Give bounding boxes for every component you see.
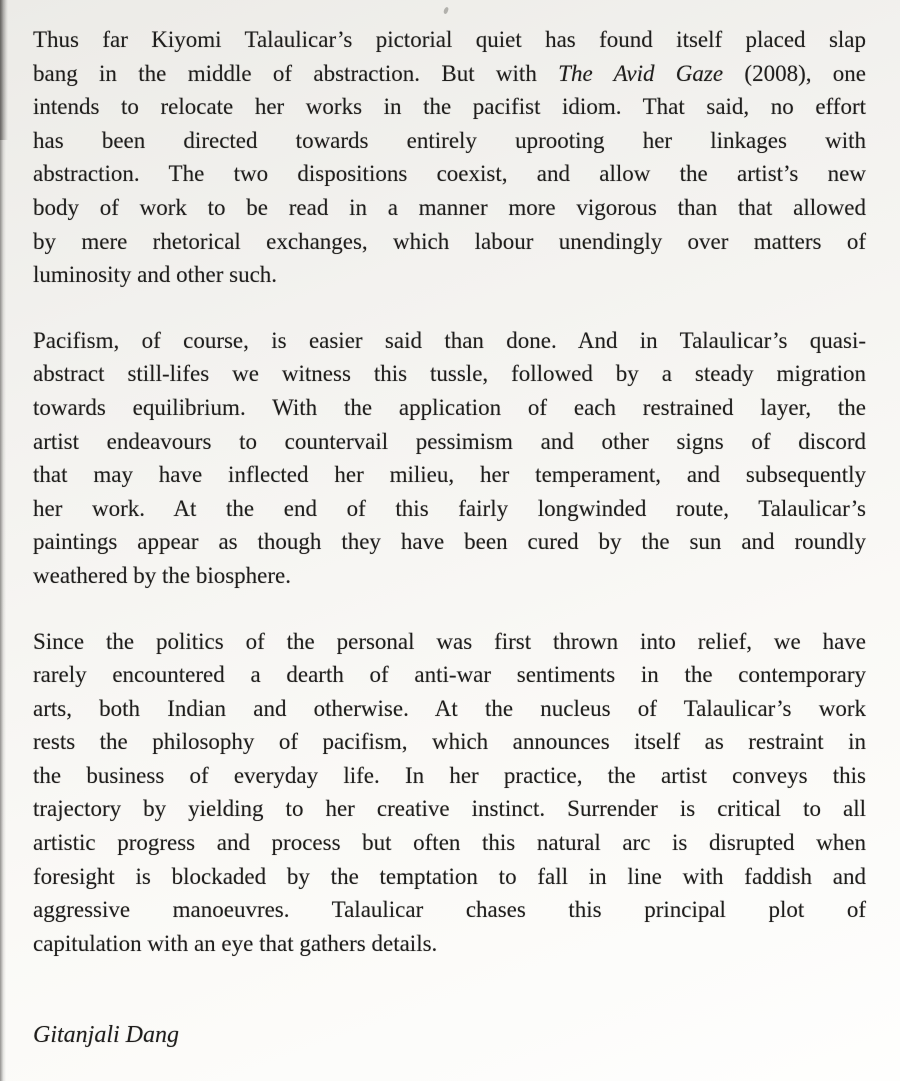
text-segment: abstraction. The two dispositions coexist, and allow the artist’s new [33, 161, 866, 187]
text-line [33, 425, 866, 459]
paragraph [33, 625, 866, 961]
text-segment: arts, both Indian and otherwise. At the nucleus of Talaulicar’s work [33, 695, 866, 721]
text-line [33, 559, 866, 593]
text-line [33, 658, 866, 692]
text-segment: trajectory by yielding to her creative instinct. Surrender is critical to all [33, 796, 866, 822]
text-line [33, 692, 866, 726]
text-segment: rests the philosophy of pacifism, which announces itself as restraint in [33, 729, 866, 755]
text-segment: intends to relocate her works in the pacifist idiom. That said, no effort [33, 94, 866, 120]
text-segment: capitulation with an eye that gathers details. [33, 930, 438, 956]
text-segment: (2008), one [723, 60, 867, 86]
text-segment: Thus far Kiyomi Talaulicar’s pictorial quiet has found itself placed slap [33, 27, 866, 52]
text-line [33, 258, 866, 292]
essay-paragraphs [33, 23, 866, 960]
text-segment: aggressive manoeuvres. Talaulicar chases this principal plot of [33, 897, 866, 923]
text-line [33, 759, 866, 793]
text-line [33, 860, 866, 894]
text-line [33, 191, 866, 225]
italic-title-segment: The Avid Gaze [558, 60, 724, 86]
text-line [33, 625, 866, 659]
text-segment: weathered by the biosphere. [33, 562, 292, 588]
text-segment: towards equilibrium. With the application of each restrained layer, the [33, 394, 866, 420]
text-line [33, 826, 866, 860]
text-line [33, 23, 866, 57]
paragraph [33, 23, 866, 292]
paragraph [33, 324, 866, 593]
text-segment: body of work to be read in a manner more vigorous than that allowed [33, 194, 866, 220]
text-line [33, 357, 866, 391]
text-segment: that may have inflected her milieu, her temperament, and subsequently [33, 462, 866, 488]
text-line [33, 157, 866, 191]
text-line [33, 90, 866, 124]
text-line [33, 792, 866, 826]
scan-edge-shadow [0, 0, 6, 1081]
text-line [33, 124, 866, 158]
essay-text-block [33, 23, 866, 1053]
text-line [33, 893, 866, 927]
author-signature: Gitanjali Dang [33, 1022, 180, 1049]
text-line [33, 725, 866, 759]
text-line [33, 525, 866, 559]
text-segment: luminosity and other such. [33, 262, 278, 288]
text-segment: Pacifism, of course, is easier said than done. And in Talaulicar’s quasi- [33, 327, 866, 353]
text-line [33, 57, 866, 91]
text-segment: artist endeavours to countervail pessimism and other signs of discord [33, 428, 866, 454]
text-line [33, 458, 866, 492]
scan-edge-shadow-top [0, 0, 8, 140]
text-segment: has been directed towards entirely uprooting her linkages with [33, 127, 866, 153]
text-segment: by mere rhetorical exchanges, which labour unendingly over matters of [33, 228, 866, 254]
text-segment: paintings appear as though they have been cured by the sun and roundly [33, 529, 866, 555]
text-line [33, 324, 866, 358]
text-segment: Since the politics of the personal was first thrown into relief, we have [33, 628, 866, 654]
text-segment: the business of everyday life. In her practice, the artist conveys this [33, 762, 866, 788]
text-line [33, 391, 866, 425]
text-segment: rarely encountered a dearth of anti-war sentiments in the contemporary [33, 662, 866, 688]
text-line [33, 927, 866, 961]
text-segment: her work. At the end of this fairly longwinded route, Talaulicar’s [33, 495, 866, 521]
text-line [33, 492, 866, 526]
text-segment: abstract still-lifes we witness this tussle, followed by a steady migration [33, 361, 866, 387]
text-line [33, 225, 866, 259]
text-segment: foresight is blockaded by the temptation to fall in line with faddish and [33, 863, 866, 889]
text-segment: artistic progress and process but often this natural arc is disrupted when [33, 830, 866, 856]
dust-speck [443, 7, 449, 15]
text-segment: bang in the middle of abstraction. But with [33, 60, 559, 86]
